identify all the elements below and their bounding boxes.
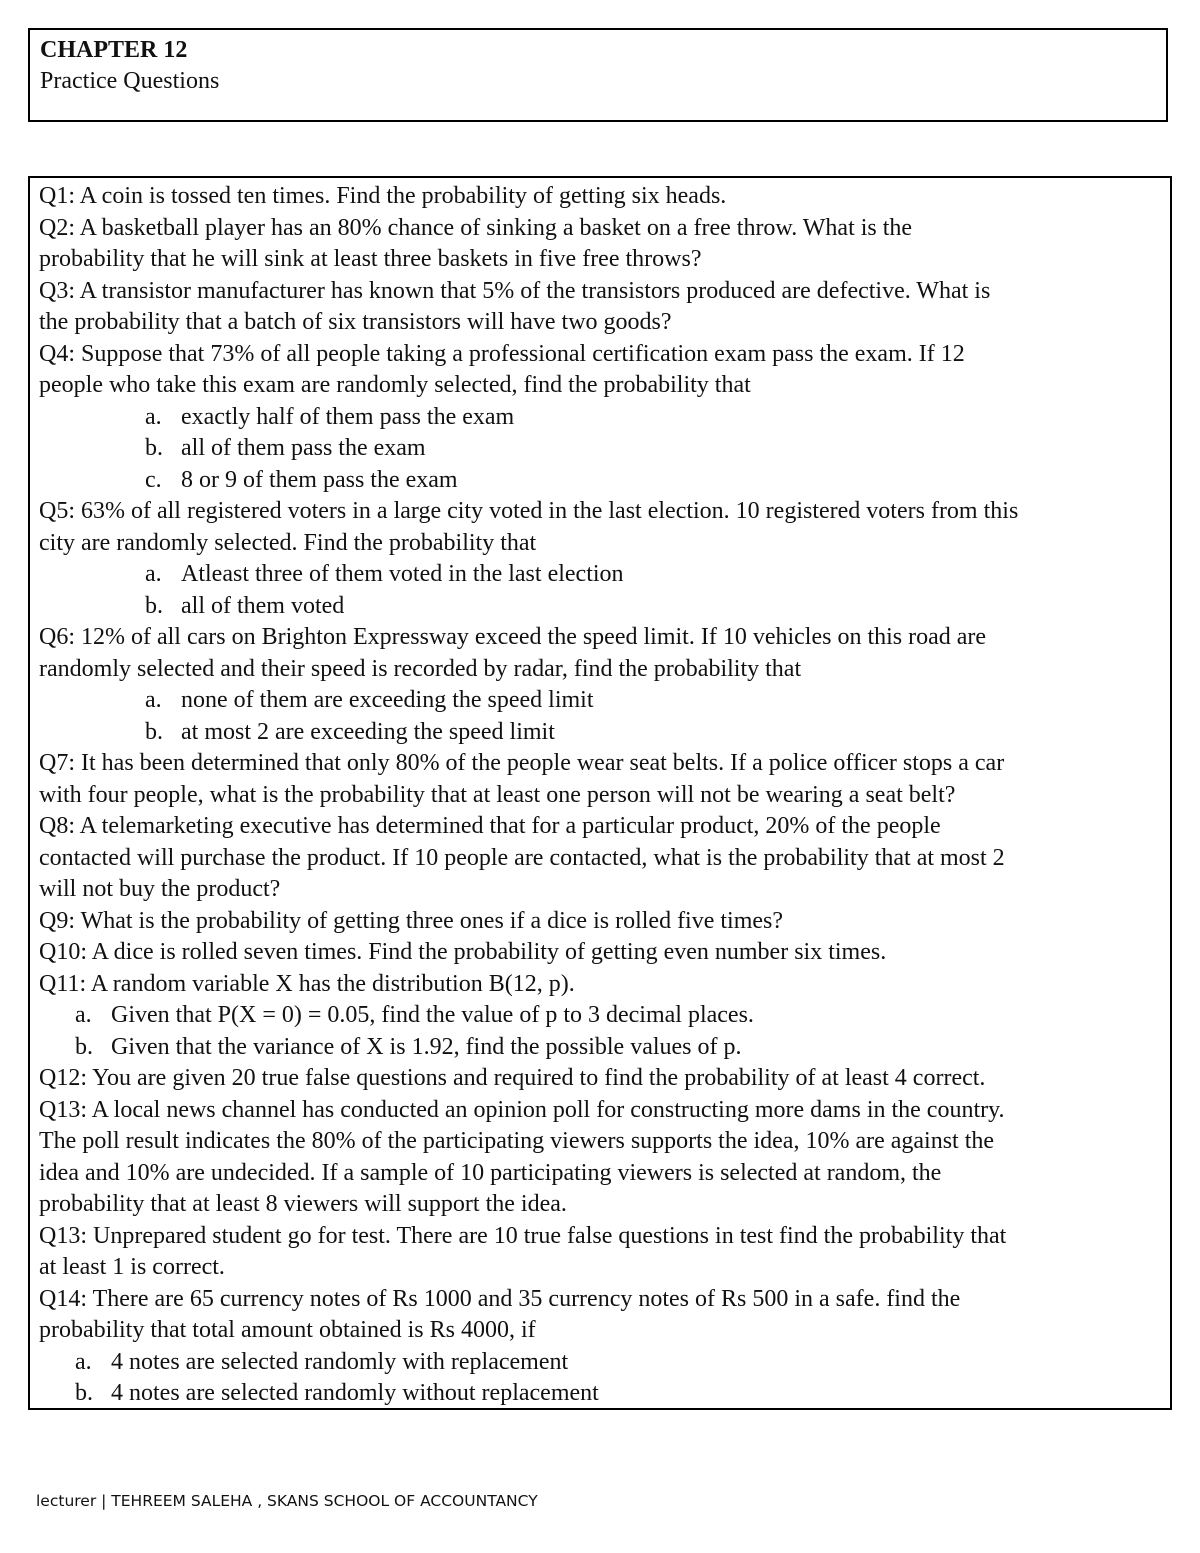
question-2-line-2: probability that he will sink at least three baskets in five free throws? — [39, 246, 702, 272]
question-13a-line-1: Q13: A local news channel has conducted an opinion poll for constructing more dams in the country. — [39, 1096, 1005, 1123]
question-2-line-1: Q2: A basketball player has an 80% chance of sinking a basket on a free throw. What is the — [39, 214, 913, 241]
option-text: all of them voted — [181, 592, 345, 619]
question-3-line-1: Q3: A transistor manufacturer has known that 5% of the transistors produced are defective. What is — [39, 277, 991, 304]
option-text: all of them pass the exam — [181, 435, 426, 461]
option-text: Given that the variance of X is 1.92, find the possible values of p. — [111, 1033, 742, 1060]
option-label: b. — [145, 435, 163, 461]
question-13b-line-2: at least 1 is correct. — [39, 1254, 225, 1280]
question-4-option-b — [39, 433, 1161, 465]
question-5-option-a — [39, 559, 1161, 591]
question-14-line-1: Q14: There are 65 currency notes of Rs 1000 and 35 currency notes of Rs 500 in a safe. find the — [39, 1285, 961, 1312]
question-4-line-2: people who take this exam are randomly selected, find the probability that — [39, 372, 751, 398]
question-11-option-a — [39, 1000, 1161, 1032]
option-label: c. — [145, 466, 162, 493]
question-6-line-1: Q6: 12% of all cars on Brighton Expressway exceed the speed limit. If 10 vehicles on this road are — [39, 624, 987, 650]
option-label: a. — [145, 687, 162, 713]
question-6-line-2: randomly selected and their speed is recorded by radar, find the probability that — [39, 655, 802, 682]
question-12: Q12: You are given 20 true false questions and required to find the probability of at least 4 correct. — [39, 1065, 986, 1091]
chapter-title: CHAPTER 12 — [40, 37, 188, 63]
option-label: a. — [75, 1002, 92, 1028]
option-text: Given that P(X = 0) = 0.05, find the value of p to 3 decimal places. — [111, 1002, 754, 1028]
option-text: Atleast three of them voted in the last election — [181, 561, 624, 587]
page-footer: lecturer | TEHREEM SALEHA , SKANS SCHOOL OF ACCOUNTANCY — [36, 1492, 538, 1510]
option-text: 8 or 9 of them pass the exam — [181, 466, 458, 493]
option-label: b. — [145, 592, 163, 619]
option-text: none of them are exceeding the speed limit — [181, 687, 594, 713]
option-text: exactly half of them pass the exam — [181, 403, 515, 430]
option-label: a. — [145, 561, 162, 587]
header-box — [28, 28, 1168, 122]
option-label: b. — [75, 1380, 93, 1406]
question-5-line-1: Q5: 63% of all registered voters in a large city voted in the last election. 10 registered voters from this — [39, 498, 1019, 524]
question-13a-line-3: idea and 10% are undecided. If a sample of 10 participating viewers is selected at random, the — [39, 1159, 942, 1186]
question-5-line-2: city are randomly selected. Find the probability that — [39, 529, 537, 556]
question-11: Q11: A random variable X has the distribution B(12, p). — [39, 970, 575, 997]
question-13a-line-2: The poll result indicates the 80% of the participating viewers supports the idea, 10% are against the — [39, 1128, 995, 1154]
question-14-line-2: probability that total amount obtained is Rs 4000, if — [39, 1317, 536, 1343]
question-4-option-a — [39, 402, 1161, 434]
question-14-option-b — [39, 1378, 1161, 1410]
option-label: a. — [145, 403, 162, 430]
question-3-line-2: the probability that a batch of six transistors will have two goods? — [39, 309, 672, 335]
option-text: 4 notes are selected randomly without replacement — [111, 1380, 599, 1406]
question-13b-line-1: Q13: Unprepared student go for test. There are 10 true false questions in test find the probability that — [39, 1222, 1007, 1249]
question-4-option-c — [39, 465, 1161, 497]
question-14-option-a — [39, 1347, 1161, 1379]
option-text: 4 notes are selected randomly with replacement — [111, 1348, 569, 1375]
question-13a-line-4: probability that at least 8 viewers will support the idea. — [39, 1191, 567, 1217]
option-text: at most 2 are exceeding the speed limit — [181, 718, 555, 745]
question-1: Q1: A coin is tossed ten times. Find the probability of getting six heads. — [39, 183, 727, 209]
question-9: Q9: What is the probability of getting three ones if a dice is rolled five times? — [39, 907, 784, 934]
questions-box — [28, 176, 1172, 1410]
question-11-option-b — [39, 1032, 1161, 1064]
option-label: b. — [75, 1033, 93, 1060]
question-5-option-b — [39, 591, 1161, 623]
question-7-line-1: Q7: It has been determined that only 80% of the people wear seat belts. If a police officer stops a car — [39, 750, 1005, 776]
question-10: Q10: A dice is rolled seven times. Find the probability of getting even number six times. — [39, 939, 887, 965]
question-7-line-2: with four people, what is the probability that at least one person will not be wearing a seat belt? — [39, 781, 956, 808]
question-6-option-b — [39, 717, 1161, 749]
option-label: b. — [145, 718, 163, 745]
question-8-line-3: will not buy the product? — [39, 876, 281, 902]
question-6-option-a — [39, 685, 1161, 717]
page-subtitle: Practice Questions — [40, 68, 220, 94]
question-8-line-1: Q8: A telemarketing executive has determined that for a particular product, 20% of the people — [39, 813, 941, 839]
option-label: a. — [75, 1348, 92, 1375]
question-8-line-2: contacted will purchase the product. If 10 people are contacted, what is the probability that at most 2 — [39, 844, 1005, 871]
question-4-line-1: Q4: Suppose that 73% of all people taking a professional certification exam pass the exam. If 12 — [39, 340, 965, 367]
